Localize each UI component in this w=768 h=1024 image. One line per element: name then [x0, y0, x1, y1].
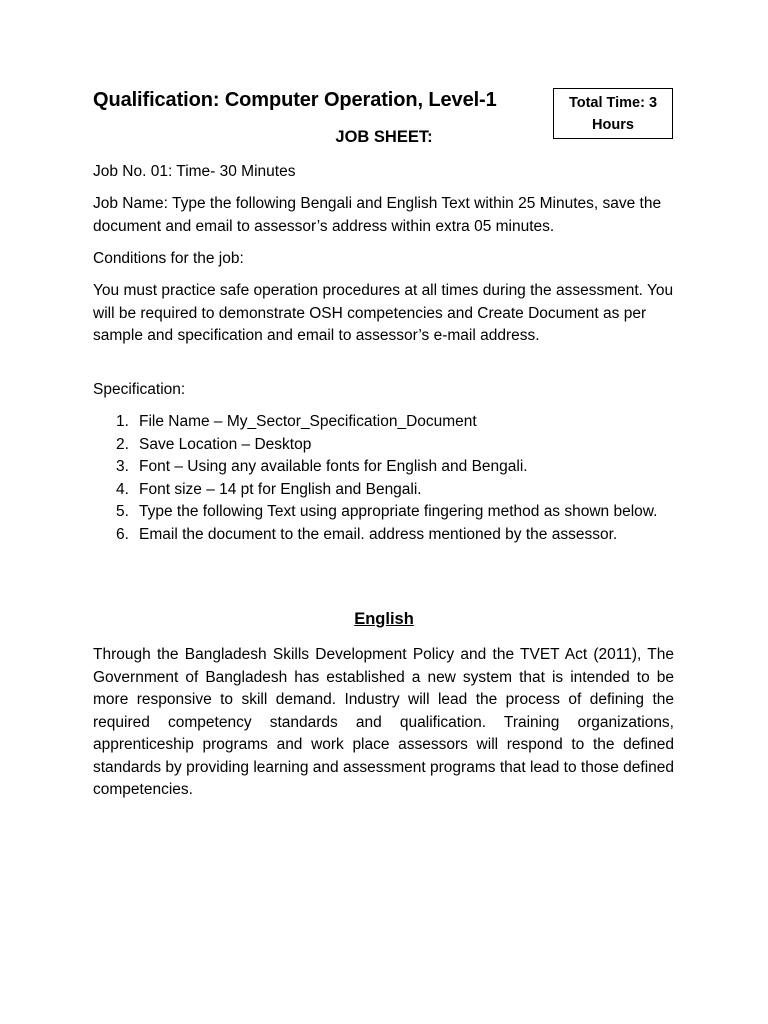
job-number: Job No. 01: Time- 30 Minutes: [93, 163, 296, 180]
list-item: [93, 456, 677, 479]
list-item-number: 5.: [116, 503, 129, 520]
list-item: [93, 411, 677, 434]
english-body-text: Through the Bangladesh Skills Development Policy and the TVET Act (2011), The Government of Bangladesh has established a new system that is intended to be more responsive to skill demand. Industry will lead the process of defining the required competency standards and qualification. Training organizations, apprenticeship programs and work place assessors will respond to the defined standards by providing learning and assessment programs that lead to those defined competencies.: [93, 646, 674, 798]
list-item-text: File Name – My_Sector_Specification_Document: [139, 413, 477, 430]
list-item-number: 6.: [116, 525, 129, 543]
conditions-label: Conditions for the job:: [93, 250, 244, 267]
english-section-heading: English: [354, 610, 414, 628]
list-item: [93, 479, 677, 502]
specification-label: Specification:: [93, 381, 186, 398]
job-name: Job Name: Type the following Bengali and English Text within 25 Minutes, save the document and email to assessor’s address within extra 05 minutes.: [93, 195, 662, 235]
conditions-text: You must practice safe operation procedures at all times during the assessment. You will be required to demonstrate OSH competencies and Create Document as per sample and specification and email to assessor’s e-mail address.: [93, 282, 674, 344]
list-item-number: 1.: [116, 413, 129, 430]
list-item: [93, 524, 677, 547]
specification-list: [93, 411, 677, 546]
job-sheet-heading: JOB SHEET:: [335, 128, 433, 146]
total-time-line-2: Hours: [592, 117, 634, 133]
list-item-number: 3.: [116, 458, 129, 475]
list-item-number: 4.: [116, 480, 129, 498]
list-item: [93, 434, 677, 457]
list-item: [93, 501, 677, 524]
list-item-text: Type the following Text using appropriate fingering method as shown below.: [139, 503, 658, 520]
list-item-text: Email the document to the email. address mentioned by the assessor.: [139, 525, 618, 543]
list-item-number: 2.: [116, 435, 129, 453]
list-item-text: Font – Using any available fonts for English and Bengali.: [139, 458, 528, 475]
list-item-text: Font size – 14 pt for English and Bengali.: [139, 480, 422, 498]
list-item-text: Save Location – Desktop: [139, 435, 312, 453]
total-time-line-1: Total Time: 3: [568, 95, 658, 111]
qualification-title: Qualification: Computer Operation, Level-1: [93, 89, 497, 111]
